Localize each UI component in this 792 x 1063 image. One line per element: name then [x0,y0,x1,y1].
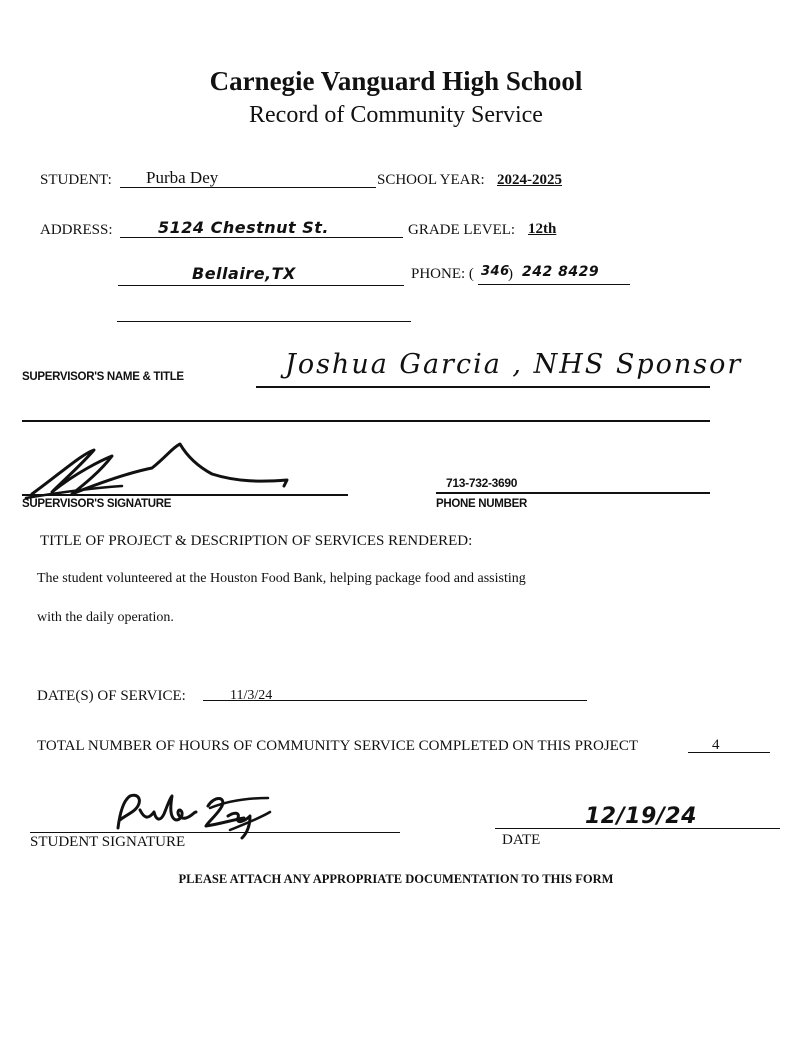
supervisor-name-label: SUPERVISOR'S NAME & TITLE [22,371,184,383]
address-line1-value[interactable]: 5124 Chestnut St. [158,218,330,237]
total-hours-label: TOTAL NUMBER OF HOURS OF COMMUNITY SERVICE COMPLETED ON THIS PROJECT [37,738,638,754]
total-hours-line [688,752,770,753]
phone-line [478,284,630,285]
student-signature-line [30,832,400,833]
project-description-line2[interactable]: with the daily operation. [37,610,174,625]
address-label: ADDRESS: [40,222,113,238]
student-label: STUDENT: [40,172,112,188]
total-hours-value[interactable]: 4 [712,737,720,753]
grade-level-label: GRADE LEVEL: [408,222,516,238]
supervisor-phone-value[interactable]: 713-732-3690 [446,476,518,490]
date-signed-line [495,828,780,829]
supervisor-name-value[interactable]: Joshua Garcia , NHS Sponsor [285,349,743,380]
phone-label: PHONE: ( [411,266,474,282]
phone-number-value[interactable]: 242 8429 [522,264,600,280]
project-label: TITLE OF PROJECT & DESCRIPTION OF SERVICES RENDERED: [40,533,473,549]
supervisor-phone-line [436,492,710,494]
supervisor-name-line [256,386,710,388]
school-year-label: SCHOOL YEAR: [377,172,485,188]
form-title: Record of Community Service [249,102,543,128]
school-year-value[interactable]: 2024-2025 [497,172,562,188]
supervisor-phone-label: PHONE NUMBER [436,498,527,510]
grade-level-value[interactable]: 12th [528,221,557,237]
student-value[interactable]: Purba Dey [146,168,219,187]
supervisor-signature-line [22,494,348,496]
footer-note: PLEASE ATTACH ANY APPROPRIATE DOCUMENTATION TO THIS FORM [178,872,614,886]
address-line-1 [120,237,403,238]
supervisor-signature-label: SUPERVISOR'S SIGNATURE [22,498,172,510]
school-name: Carnegie Vanguard High School [209,66,583,96]
address-line2-value[interactable]: Bellaire,TX [192,264,296,283]
project-description-line1[interactable]: The student volunteered at the Houston Food Bank, helping package food and assisting [37,571,526,586]
date-signed-value[interactable]: 12/19/24 [585,804,697,829]
student-signature-label: STUDENT SIGNATURE [30,834,186,850]
phone-close-paren: ) [508,266,513,282]
dates-of-service-value[interactable]: 11/3/24 [230,688,273,703]
address-line-2 [118,285,404,286]
address-line-3 [117,321,411,322]
supervisor-signature-image [22,442,352,502]
supervisor-name-line-2 [22,420,710,422]
dates-of-service-label: DATE(S) OF SERVICE: [37,688,186,704]
phone-area-value[interactable]: 346 [481,264,510,279]
date-signed-label: DATE [502,832,541,848]
